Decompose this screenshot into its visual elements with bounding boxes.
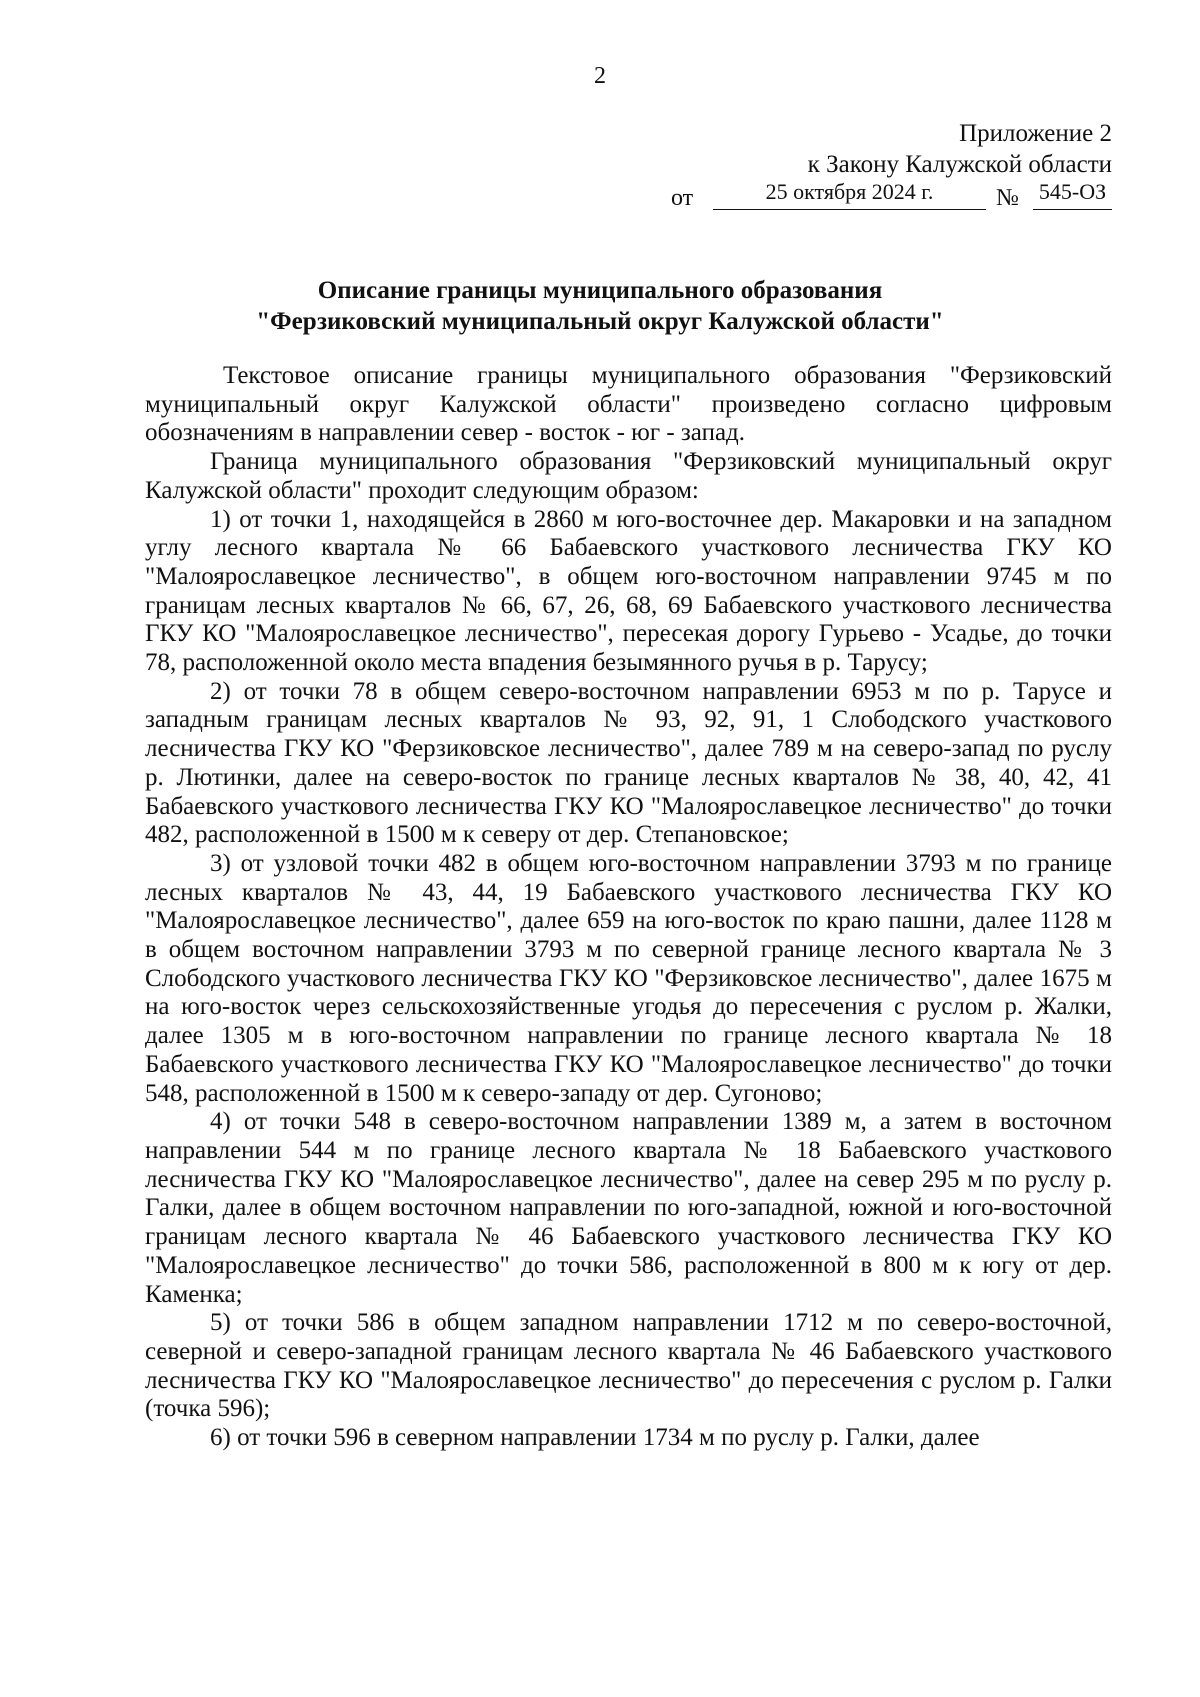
appendix-reference <box>592 178 1112 212</box>
title-line-2: "Ферзиковский муниципальный округ Калужской области" <box>256 308 944 335</box>
date-underline <box>713 209 986 210</box>
paragraph: Текстовое описание границы муниципального образования "Ферзиковский муниципальный округ Калужской области" произведено согласно цифровым обозначениям в направлении север - восток - юг - запад. <box>145 362 1112 447</box>
document-body <box>145 362 1112 1453</box>
title-line-1: Описание границы муниципального образования <box>317 277 883 304</box>
appendix-title: Приложение 2 <box>959 120 1112 147</box>
appendix-law: к Закону Калужской области <box>807 151 1112 178</box>
from-label: от <box>671 185 694 211</box>
paragraph: 1) от точки 1, находящейся в 2860 м юго-восточнее дер. Макаровки и на западном углу лесного квартала № 66 Бабаевского участкового лесничества ГКУ КО "Малоярославецкое лесничество", в общем юго-восточном направлении 9745 м по границам лесных кварталов № 66, 67, 26, 68, 69 Бабаевского участкового лесничества ГКУ КО "Малоярославецкое лесничество", пересекая дорогу Гурьево - Усадье, до точки 78, расположенной около места впадения безымянного ручья в р. Тарусу; <box>145 505 1112 677</box>
paragraph: 4) от точки 548 в северо-восточном направлении 1389 м, а затем в восточном направлении 544 м по границе лесного квартала № 18 Бабаевского участкового лесничества ГКУ КО "Малоярославецкое лесничество", далее на север 295 м по руслу р. Галки, далее в общем восточном направлении по юго-западной, южной и юго-восточной границам лесного квартала № 46 Бабаевского участкового лесничества ГКУ КО "Малоярославецкое лесничество" до точки 586, расположенной в 800 м к югу от дер. Каменка; <box>145 1108 1112 1308</box>
paragraph: 5) от точки 586 в общем западном направлении 1712 м по северо-восточной, северной и северо-западной границам лесного квартала № 46 Бабаевского участкового лесничества ГКУ КО "Малоярославецкое лесничество" до пересечения с руслом р. Галки (точка 596); <box>145 1309 1112 1423</box>
paragraph: 3) от узловой точки 482 в общем юго-восточном направлении 3793 м по границе лесных кварталов № 43, 44, 19 Бабаевского участкового лесничества ГКУ КО "Малоярославецкое лесничество", далее 659 на юго-восток по краю пашни, далее 1128 м в общем восточном направлении 3793 м по северной границе лесного квартала № 3 Слободского участкового лесничества ГКУ КО "Ферзиковское лесничество", далее 1675 м на юго-восток через сельскохозяйственные угодья до пересечения с руслом р. Жалки, далее 1305 м в юго-восточном направлении по границе лесного квартала № 18 Бабаевского участкового лесничества ГКУ КО "Малоярославецкое лесничество" до точки 548, расположенной в 1500 м к северо-западу от дер. Сугоново; <box>145 849 1112 1107</box>
page-number: 2 <box>594 63 606 89</box>
law-number: 545-ОЗ <box>1038 179 1107 204</box>
law-date: 25 октября 2024 г. <box>765 179 934 204</box>
paragraph: Граница муниципального образования "Ферзиковский муниципальный округ Калужской области" проходит следующим образом: <box>145 448 1112 504</box>
number-label: № <box>996 185 1019 211</box>
appendix-header <box>592 118 1112 180</box>
number-underline <box>1033 209 1112 210</box>
document-title <box>0 275 1200 337</box>
paragraph: 6) от точки 596 в северном направлении 1734 м по руслу р. Галки, далее <box>210 1424 980 1452</box>
paragraph: 2) от точки 78 в общем северо-восточном направлении 6953 м по р. Тарусе и западным границам лесных кварталов № 93, 92, 91, 1 Слободского участкового лесничества ГКУ КО "Ферзиковское лесничество", далее 789 м на северо-запад по руслу р. Лютинки, далее на северо-восток по границе лесных кварталов № 38, 40, 42, 41 Бабаевского участкового лесничества ГКУ КО "Малоярославецкое лесничество" до точки 482, расположенной в 1500 м к северу от дер. Степановское; <box>145 677 1112 849</box>
